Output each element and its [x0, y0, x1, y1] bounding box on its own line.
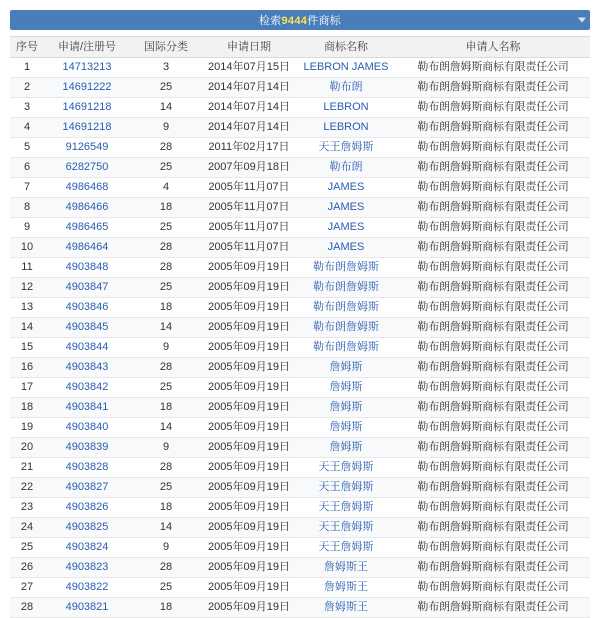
cell-applicant-name: 勒布朗詹姆斯商标有限责任公司 — [396, 378, 590, 398]
table-row[interactable] — [10, 198, 590, 218]
trademark-name-link[interactable]: 詹姆斯 — [329, 381, 363, 393]
cell-international-class: 14 — [130, 518, 202, 538]
cell-applicant-name: 勒布朗詹姆斯商标有限责任公司 — [396, 218, 590, 238]
trademark-name-link[interactable]: 詹姆斯 — [329, 421, 363, 433]
application-number-link[interactable]: 4903847 — [65, 281, 109, 293]
trademark-name-link[interactable]: 詹姆斯 — [329, 361, 363, 373]
cell-applicant-name: 勒布朗詹姆斯商标有限责任公司 — [396, 398, 590, 418]
cell-applicant-name: 勒布朗詹姆斯商标有限责任公司 — [396, 478, 590, 498]
cell-trademark-name[interactable] — [296, 438, 396, 458]
cell-application-date: 2005年09月19日 — [202, 358, 296, 378]
cell-trademark-name[interactable] — [296, 498, 396, 518]
cell-application-date: 2005年09月19日 — [202, 378, 296, 398]
table-header-row — [10, 37, 590, 58]
cell-application-number[interactable] — [44, 178, 130, 198]
cell-trademark-name[interactable] — [296, 298, 396, 318]
cell-trademark-name[interactable] — [296, 178, 396, 198]
cell-trademark-name[interactable] — [296, 338, 396, 358]
trademark-name-link[interactable]: 天王詹姆斯 — [318, 481, 374, 493]
cell-international-class: 28 — [130, 258, 202, 278]
application-number-link[interactable]: 4986468 — [65, 181, 109, 193]
application-number-link[interactable]: 4986466 — [65, 201, 109, 213]
cell-trademark-name[interactable] — [296, 318, 396, 338]
cell-application-number[interactable] — [44, 478, 130, 498]
cell-seq: 20 — [10, 438, 44, 458]
cell-application-date: 2005年09月19日 — [202, 538, 296, 558]
application-number-link[interactable]: 4903844 — [65, 341, 109, 353]
cell-application-number[interactable] — [44, 58, 130, 78]
table-row[interactable] — [10, 418, 590, 438]
cell-seq: 25 — [10, 538, 44, 558]
cell-seq: 15 — [10, 338, 44, 358]
cell-application-date: 2014年07月15日 — [202, 58, 296, 78]
cell-international-class: 25 — [130, 78, 202, 98]
trademark-name-link[interactable]: JAMES — [327, 181, 365, 193]
cell-application-date: 2005年09月19日 — [202, 338, 296, 358]
cell-seq: 11 — [10, 258, 44, 278]
cell-applicant-name: 勒布朗詹姆斯商标有限责任公司 — [396, 498, 590, 518]
application-number-link[interactable]: 4903822 — [65, 581, 109, 593]
application-number-link[interactable]: 4903845 — [65, 321, 109, 333]
cell-application-number[interactable] — [44, 78, 130, 98]
cell-application-number[interactable] — [44, 278, 130, 298]
cell-application-date: 2005年09月19日 — [202, 498, 296, 518]
cell-trademark-name[interactable] — [296, 238, 396, 258]
triangle-down-icon[interactable] — [578, 18, 586, 23]
cell-applicant-name: 勒布朗詹姆斯商标有限责任公司 — [396, 178, 590, 198]
application-number-link[interactable]: 14691218 — [62, 101, 112, 113]
cell-applicant-name: 勒布朗詹姆斯商标有限责任公司 — [396, 458, 590, 478]
application-number-link[interactable]: 4903827 — [65, 481, 109, 493]
application-number-link[interactable]: 4903828 — [65, 461, 109, 473]
cell-applicant-name: 勒布朗詹姆斯商标有限责任公司 — [396, 318, 590, 338]
trademark-name-link[interactable]: LEBRON — [323, 121, 369, 133]
cell-seq: 13 — [10, 298, 44, 318]
cell-application-number[interactable] — [44, 598, 130, 618]
cell-application-number[interactable] — [44, 98, 130, 118]
results-count-text — [259, 12, 341, 28]
cell-seq: 16 — [10, 358, 44, 378]
cell-applicant-name: 勒布朗詹姆斯商标有限责任公司 — [396, 538, 590, 558]
table-row[interactable] — [10, 238, 590, 258]
application-number-link[interactable]: 14691218 — [62, 121, 112, 133]
cell-international-class: 25 — [130, 578, 202, 598]
cell-applicant-name: 勒布朗詹姆斯商标有限责任公司 — [396, 518, 590, 538]
application-number-link[interactable]: 4903840 — [65, 421, 109, 433]
cell-application-date: 2005年09月19日 — [202, 558, 296, 578]
cell-international-class: 18 — [130, 398, 202, 418]
cell-seq: 17 — [10, 378, 44, 398]
application-number-link[interactable]: 4986465 — [65, 221, 109, 233]
trademark-name-link[interactable]: 詹姆斯王 — [324, 601, 368, 613]
table-row[interactable] — [10, 598, 590, 618]
table-row[interactable] — [10, 58, 590, 78]
table-row[interactable] — [10, 458, 590, 478]
cell-application-date: 2005年09月19日 — [202, 258, 296, 278]
column-header-international-class[interactable]: 国际分类 — [130, 37, 202, 58]
cell-applicant-name: 勒布朗詹姆斯商标有限责任公司 — [396, 118, 590, 138]
table-row[interactable] — [10, 298, 590, 318]
column-header-application-date[interactable]: 申请日期 — [202, 37, 296, 58]
cell-international-class: 28 — [130, 238, 202, 258]
cell-seq: 22 — [10, 478, 44, 498]
cell-applicant-name: 勒布朗詹姆斯商标有限责任公司 — [396, 278, 590, 298]
cell-international-class: 9 — [130, 118, 202, 138]
cell-seq: 14 — [10, 318, 44, 338]
cell-trademark-name[interactable] — [296, 278, 396, 298]
cell-trademark-name[interactable] — [296, 478, 396, 498]
cell-seq: 24 — [10, 518, 44, 538]
cell-trademark-name[interactable] — [296, 418, 396, 438]
table-row[interactable] — [10, 258, 590, 278]
cell-application-date: 2005年09月19日 — [202, 578, 296, 598]
cell-seq: 28 — [10, 598, 44, 618]
cell-trademark-name[interactable] — [296, 518, 396, 538]
table-row[interactable] — [10, 118, 590, 138]
cell-trademark-name[interactable] — [296, 458, 396, 478]
trademark-name-link[interactable]: 天王詹姆斯 — [318, 501, 374, 513]
cell-international-class: 28 — [130, 138, 202, 158]
trademark-name-link[interactable]: JAMES — [327, 241, 365, 253]
cell-applicant-name: 勒布朗詹姆斯商标有限责任公司 — [396, 58, 590, 78]
cell-applicant-name: 勒布朗詹姆斯商标有限责任公司 — [396, 138, 590, 158]
cell-seq: 21 — [10, 458, 44, 478]
application-number-link[interactable]: 4986464 — [65, 241, 109, 253]
cell-international-class: 25 — [130, 218, 202, 238]
cell-international-class: 9 — [130, 338, 202, 358]
table-row[interactable] — [10, 78, 590, 98]
cell-application-date: 2014年07月14日 — [202, 78, 296, 98]
application-number-link[interactable]: 4903843 — [65, 361, 109, 373]
application-number-link[interactable]: 14713213 — [62, 61, 112, 73]
table-row[interactable] — [10, 98, 590, 118]
cell-trademark-name[interactable] — [296, 58, 396, 78]
application-number-link[interactable]: 6282750 — [65, 161, 109, 173]
cell-application-date: 2005年09月19日 — [202, 418, 296, 438]
cell-international-class: 25 — [130, 158, 202, 178]
cell-seq: 6 — [10, 158, 44, 178]
application-number-link[interactable]: 4903841 — [65, 401, 109, 413]
cell-seq: 9 — [10, 218, 44, 238]
table-row[interactable] — [10, 318, 590, 338]
cell-seq: 4 — [10, 118, 44, 138]
cell-application-number[interactable] — [44, 338, 130, 358]
cell-applicant-name: 勒布朗詹姆斯商标有限责任公司 — [396, 358, 590, 378]
cell-application-number[interactable] — [44, 138, 130, 158]
trademark-name-link[interactable]: 詹姆斯王 — [324, 581, 368, 593]
trademark-name-link[interactable]: 勒布朗詹姆斯 — [313, 301, 379, 313]
cell-application-date: 2005年09月19日 — [202, 478, 296, 498]
application-number-link[interactable]: 4903821 — [65, 601, 109, 613]
trademark-name-link[interactable]: 勒布朗 — [329, 161, 363, 173]
cell-applicant-name: 勒布朗詹姆斯商标有限责任公司 — [396, 558, 590, 578]
cell-seq: 2 — [10, 78, 44, 98]
cell-trademark-name[interactable] — [296, 78, 396, 98]
cell-application-date: 2005年11月07日 — [202, 218, 296, 238]
table-row[interactable] — [10, 338, 590, 358]
results-table-container — [0, 36, 600, 618]
cell-application-date: 2014年07月14日 — [202, 98, 296, 118]
cell-application-date: 2005年11月07日 — [202, 178, 296, 198]
cell-application-date: 2005年09月19日 — [202, 598, 296, 618]
cell-seq: 1 — [10, 58, 44, 78]
table-row[interactable] — [10, 538, 590, 558]
trademark-name-link[interactable]: 勒布朗 — [329, 81, 363, 93]
cell-application-number[interactable] — [44, 418, 130, 438]
cell-application-number[interactable] — [44, 238, 130, 258]
cell-application-number[interactable] — [44, 518, 130, 538]
cell-international-class: 14 — [130, 418, 202, 438]
cell-international-class: 18 — [130, 198, 202, 218]
cell-trademark-name[interactable] — [296, 258, 396, 278]
cell-application-number[interactable] — [44, 578, 130, 598]
trademark-name-link[interactable]: 天王詹姆斯 — [318, 461, 374, 473]
table-row[interactable] — [10, 578, 590, 598]
cell-applicant-name: 勒布朗詹姆斯商标有限责任公司 — [396, 258, 590, 278]
cell-application-number[interactable] — [44, 198, 130, 218]
cell-application-date: 2005年09月19日 — [202, 278, 296, 298]
trademark-name-link[interactable]: 詹姆斯王 — [324, 561, 368, 573]
table-row[interactable] — [10, 438, 590, 458]
cell-trademark-name[interactable] — [296, 598, 396, 618]
trademark-name-link[interactable]: LEBRON JAMES — [303, 61, 389, 73]
cell-trademark-name[interactable] — [296, 358, 396, 378]
cell-application-number[interactable] — [44, 558, 130, 578]
application-number-link[interactable]: 4903848 — [65, 261, 109, 273]
application-number-link[interactable]: 4903839 — [65, 441, 109, 453]
cell-international-class: 28 — [130, 558, 202, 578]
column-header-application-number[interactable]: 申请/注册号 — [44, 37, 130, 58]
cell-seq: 18 — [10, 398, 44, 418]
cell-international-class: 28 — [130, 358, 202, 378]
cell-seq: 26 — [10, 558, 44, 578]
cell-seq: 12 — [10, 278, 44, 298]
trademark-name-link[interactable]: 勒布朗詹姆斯 — [313, 281, 379, 293]
cell-applicant-name: 勒布朗詹姆斯商标有限责任公司 — [396, 338, 590, 358]
cell-seq: 3 — [10, 98, 44, 118]
table-row[interactable] — [10, 518, 590, 538]
column-header-trademark-name[interactable]: 商标名称 — [296, 37, 396, 58]
application-number-link[interactable]: 4903826 — [65, 501, 109, 513]
cell-application-date: 2005年09月19日 — [202, 298, 296, 318]
trademark-name-link[interactable]: 天王詹姆斯 — [318, 541, 374, 553]
results-count-prefix: 检索 — [258, 15, 282, 27]
cell-seq: 19 — [10, 418, 44, 438]
trademark-name-link[interactable]: 勒布朗詹姆斯 — [313, 261, 379, 273]
cell-application-number[interactable] — [44, 438, 130, 458]
cell-application-number[interactable] — [44, 378, 130, 398]
cell-trademark-name[interactable] — [296, 378, 396, 398]
cell-application-number[interactable] — [44, 118, 130, 138]
table-row[interactable] — [10, 158, 590, 178]
cell-international-class: 18 — [130, 598, 202, 618]
trademark-name-link[interactable]: 詹姆斯 — [329, 401, 363, 413]
cell-international-class: 4 — [130, 178, 202, 198]
cell-international-class: 14 — [130, 318, 202, 338]
cell-application-number[interactable] — [44, 258, 130, 278]
cell-seq: 5 — [10, 138, 44, 158]
cell-application-date: 2007年09月18日 — [202, 158, 296, 178]
trademark-name-link[interactable]: JAMES — [327, 201, 365, 213]
table-row[interactable] — [10, 478, 590, 498]
table-row[interactable] — [10, 498, 590, 518]
cell-application-number[interactable] — [44, 458, 130, 478]
table-header — [10, 37, 590, 58]
cell-application-number[interactable] — [44, 538, 130, 558]
table-row[interactable] — [10, 218, 590, 238]
cell-seq: 7 — [10, 178, 44, 198]
application-number-link[interactable]: 4903846 — [65, 301, 109, 313]
column-header-applicant-name[interactable]: 申请人名称 — [396, 37, 590, 58]
cell-trademark-name[interactable] — [296, 578, 396, 598]
cell-international-class: 18 — [130, 298, 202, 318]
cell-application-date: 2005年09月19日 — [202, 438, 296, 458]
cell-trademark-name[interactable] — [296, 538, 396, 558]
cell-applicant-name: 勒布朗詹姆斯商标有限责任公司 — [396, 598, 590, 618]
cell-seq: 23 — [10, 498, 44, 518]
cell-international-class: 9 — [130, 438, 202, 458]
cell-applicant-name: 勒布朗詹姆斯商标有限责任公司 — [396, 298, 590, 318]
table-row[interactable] — [10, 358, 590, 378]
cell-applicant-name: 勒布朗詹姆斯商标有限责任公司 — [396, 418, 590, 438]
application-number-link[interactable]: 14691222 — [62, 81, 112, 93]
column-header-seq[interactable]: 序号 — [10, 37, 44, 58]
table-row[interactable] — [10, 378, 590, 398]
trademark-results-table — [10, 36, 590, 618]
application-number-link[interactable]: 4903823 — [65, 561, 109, 573]
cell-application-number[interactable] — [44, 398, 130, 418]
cell-trademark-name[interactable] — [296, 198, 396, 218]
results-count-value: 9444 — [281, 15, 308, 27]
trademark-name-link[interactable]: 勒布朗詹姆斯 — [313, 321, 379, 333]
cell-applicant-name: 勒布朗詹姆斯商标有限责任公司 — [396, 98, 590, 118]
table-row[interactable] — [10, 278, 590, 298]
cell-international-class: 3 — [130, 58, 202, 78]
trademark-name-link[interactable]: LEBRON — [323, 101, 369, 113]
cell-application-date: 2005年09月19日 — [202, 458, 296, 478]
table-row[interactable] — [10, 398, 590, 418]
cell-trademark-name[interactable] — [296, 398, 396, 418]
results-banner-container — [0, 0, 600, 36]
cell-trademark-name[interactable] — [296, 558, 396, 578]
cell-application-date: 2005年11月07日 — [202, 238, 296, 258]
cell-applicant-name: 勒布朗詹姆斯商标有限责任公司 — [396, 78, 590, 98]
cell-application-date: 2005年09月19日 — [202, 518, 296, 538]
cell-application-number[interactable] — [44, 158, 130, 178]
table-body — [10, 58, 590, 618]
cell-application-number[interactable] — [44, 318, 130, 338]
cell-applicant-name: 勒布朗詹姆斯商标有限责任公司 — [396, 238, 590, 258]
cell-application-date: 2014年07月14日 — [202, 118, 296, 138]
trademark-name-link[interactable]: 勒布朗詹姆斯 — [313, 341, 379, 353]
cell-international-class: 25 — [130, 478, 202, 498]
cell-international-class: 25 — [130, 378, 202, 398]
application-number-link[interactable]: 4903842 — [65, 381, 109, 393]
application-number-link[interactable]: 4903825 — [65, 521, 109, 533]
cell-application-date: 2011年02月17日 — [202, 138, 296, 158]
trademark-name-link[interactable]: 天王詹姆斯 — [318, 141, 374, 153]
cell-application-number[interactable] — [44, 218, 130, 238]
cell-application-number[interactable] — [44, 358, 130, 378]
trademark-name-link[interactable]: 天王詹姆斯 — [318, 521, 374, 533]
cell-international-class: 18 — [130, 498, 202, 518]
cell-international-class: 28 — [130, 458, 202, 478]
trademark-name-link[interactable]: JAMES — [327, 221, 365, 233]
table-row[interactable] — [10, 138, 590, 158]
cell-international-class: 9 — [130, 538, 202, 558]
cell-application-date: 2005年09月19日 — [202, 398, 296, 418]
table-row[interactable] — [10, 558, 590, 578]
trademark-name-link[interactable]: 詹姆斯 — [329, 441, 363, 453]
cell-trademark-name[interactable] — [296, 158, 396, 178]
cell-seq: 10 — [10, 238, 44, 258]
cell-application-number[interactable] — [44, 298, 130, 318]
results-count-banner — [10, 10, 590, 30]
cell-application-date: 2005年09月19日 — [202, 318, 296, 338]
cell-applicant-name: 勒布朗詹姆斯商标有限责任公司 — [396, 438, 590, 458]
application-number-link[interactable]: 4903824 — [65, 541, 109, 553]
cell-trademark-name[interactable] — [296, 98, 396, 118]
cell-application-number[interactable] — [44, 498, 130, 518]
cell-applicant-name: 勒布朗詹姆斯商标有限责任公司 — [396, 158, 590, 178]
application-number-link[interactable]: 9126549 — [65, 141, 109, 153]
cell-trademark-name[interactable] — [296, 138, 396, 158]
cell-trademark-name[interactable] — [296, 218, 396, 238]
cell-seq: 8 — [10, 198, 44, 218]
cell-international-class: 25 — [130, 278, 202, 298]
cell-trademark-name[interactable] — [296, 118, 396, 138]
cell-applicant-name: 勒布朗詹姆斯商标有限责任公司 — [396, 578, 590, 598]
table-row[interactable] — [10, 178, 590, 198]
results-count-suffix: 件商标 — [307, 15, 342, 27]
cell-applicant-name: 勒布朗詹姆斯商标有限责任公司 — [396, 198, 590, 218]
cell-seq: 27 — [10, 578, 44, 598]
cell-application-date: 2005年11月07日 — [202, 198, 296, 218]
cell-international-class: 14 — [130, 98, 202, 118]
